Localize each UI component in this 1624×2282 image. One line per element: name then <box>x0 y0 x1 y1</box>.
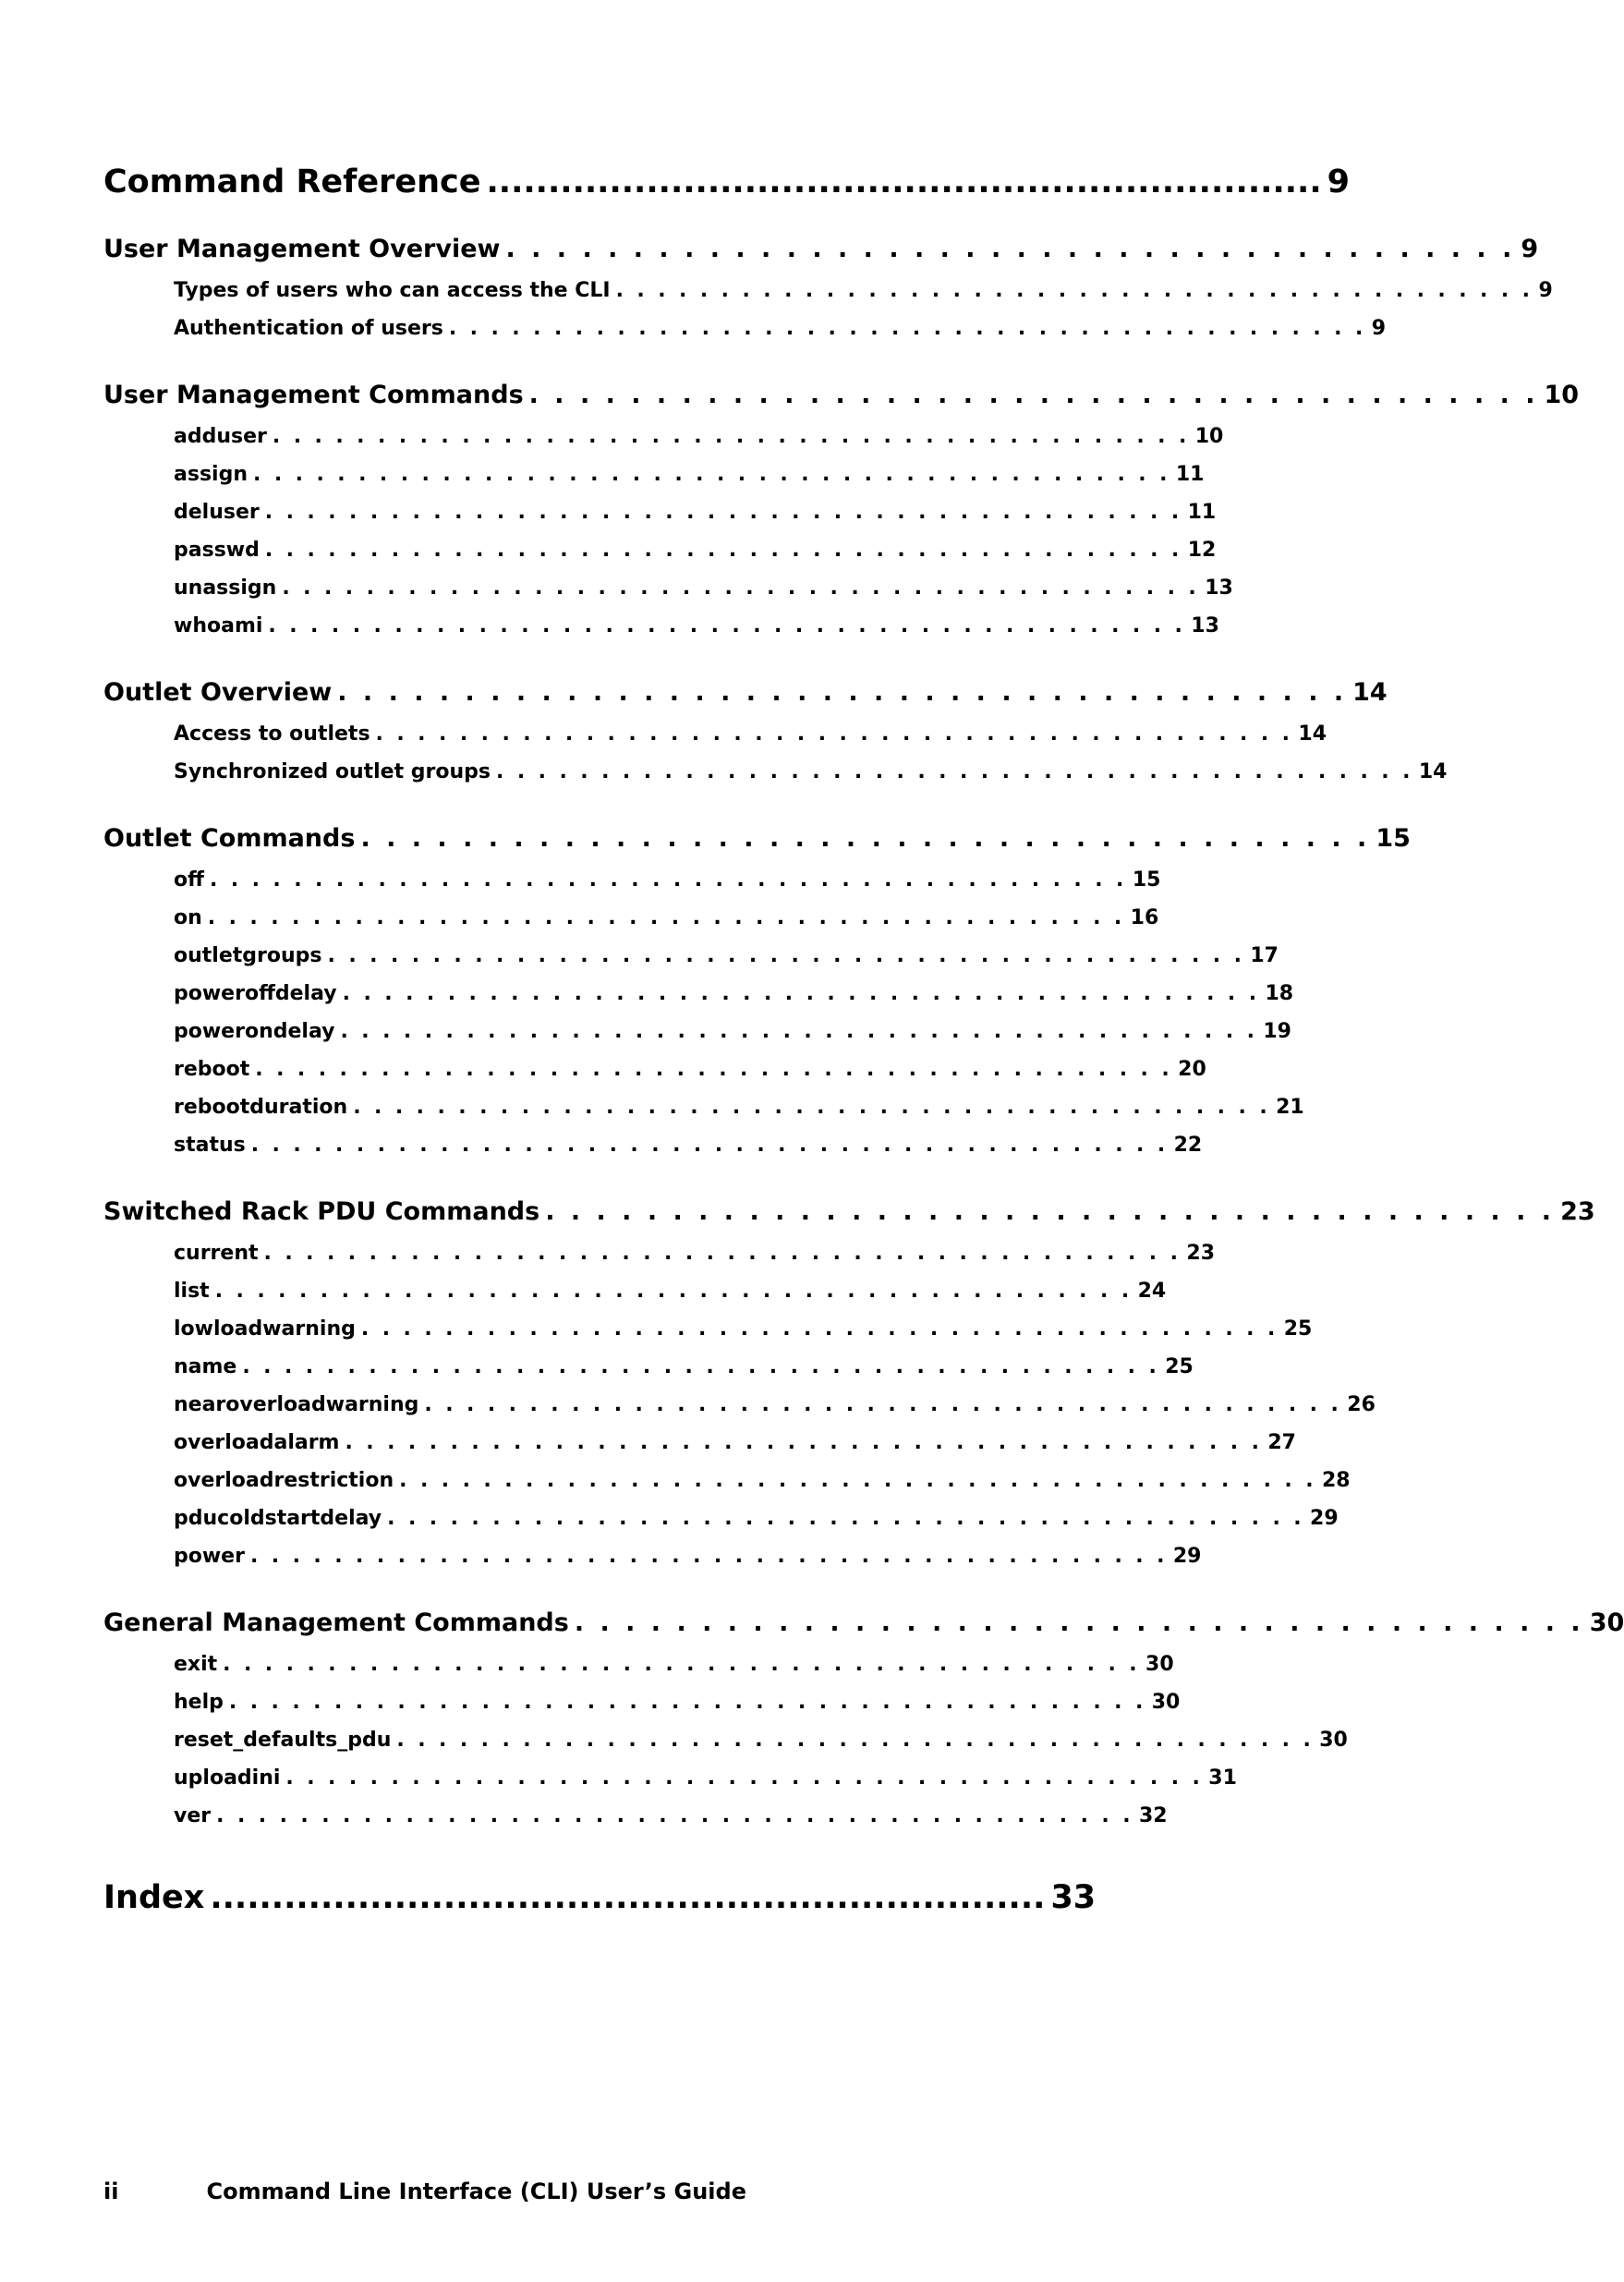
leader-dots: . . . . . . . . . . . . . . . . . . . . . . . . . . . . . . . . . . . . . . . . . . . . <box>214 1280 1133 1303</box>
entry-title: uploadini <box>174 1766 281 1790</box>
entry-page: 9 <box>1538 279 1553 302</box>
entry-page: 25 <box>1165 1355 1194 1378</box>
entry-page: 19 <box>1263 1020 1291 1043</box>
entry-title: list <box>174 1280 210 1303</box>
chapter-page: 9 <box>1327 164 1350 200</box>
entry-page: 23 <box>1186 1242 1216 1265</box>
table-of-contents <box>103 157 1624 1924</box>
section-page: 15 <box>1376 824 1411 853</box>
entry-page: 30 <box>1151 1691 1181 1714</box>
leader-dots: . . . . . . . . . . . . . . . . . . . . . . . . . . . . . . . . . . . . . . . . . . . . <box>387 1507 1305 1530</box>
leader-dots: . . . . . . . . . . . . . . . . . . . . . . . . . . . . . . . . . . . . . . . . . . . . <box>263 1242 1182 1265</box>
leader-dots: . . . . . . . . . . . . . . . . . . . . . . . . . . . . . . . . . . . . . . . . . . . . <box>264 501 1182 524</box>
entry-page: 13 <box>1191 614 1219 637</box>
entry-title: name <box>174 1355 237 1378</box>
toc-entry[interactable] <box>174 1050 1206 1088</box>
entry-page: 30 <box>1145 1653 1174 1676</box>
leader-dots: . . . . . . . . . . . . . . . . . . . . . . . . . . . . . . . . . . . . . . . . . . . . <box>342 982 1260 1005</box>
toc-entry[interactable] <box>174 1683 1181 1721</box>
chapter-title: Command Reference <box>103 164 481 200</box>
section-heading[interactable] <box>103 671 1388 715</box>
section-title: Switched Rack PDU Commands <box>103 1197 540 1226</box>
entry-title: overloadalarm <box>174 1431 340 1454</box>
entry-page: 13 <box>1205 577 1233 600</box>
section-heading[interactable] <box>103 227 1539 272</box>
toc-entry[interactable] <box>174 975 1294 1013</box>
entry-page: 24 <box>1137 1280 1167 1303</box>
leader-dots: . . . . . . . . . . . . . . . . . . . . . . . . . . . . . . . . . . . . . . . . . . . . <box>272 425 1190 448</box>
toc-entry[interactable] <box>174 531 1217 569</box>
section-heading[interactable] <box>103 817 1411 861</box>
toc-entry[interactable] <box>174 1348 1194 1386</box>
entry-page: 28 <box>1322 1469 1351 1492</box>
entry-page: 22 <box>1173 1134 1203 1157</box>
entry-page: 29 <box>1172 1545 1202 1568</box>
entry-title: Types of users who can access the CLI <box>174 279 611 302</box>
leader-dots: . . . . . . . . . . . . . . . . . . . . . . . . . . . . . . . . . . . . . . . . . . . . <box>375 722 1293 746</box>
entry-title: deluser <box>174 501 260 524</box>
section-outlet-commands <box>103 817 1411 1164</box>
footer-page-number: ii <box>103 2179 119 2204</box>
toc-entry[interactable] <box>174 310 1387 347</box>
toc-entry[interactable] <box>174 1272 1167 1310</box>
toc-entry[interactable] <box>174 1721 1348 1759</box>
section-heading[interactable] <box>103 1190 1595 1234</box>
leader-dots: . . . . . . . . . . . . . . . . . . . . . . . . . . . . . . . . . . . . . . . . . . . . <box>216 1804 1133 1827</box>
leader-dots: . . . . . . . . . . . . . . . . . . . . . . . . . . . . . . . . . . . . . . . . . . . . <box>255 1058 1173 1081</box>
leader-dots: . . . . . . . . . . . . . . . . . . . . . . . . . . . . . . . . . . . . . . . . . . . . <box>253 463 1170 486</box>
entry-title: assign <box>174 463 248 486</box>
section-title: General Management Commands <box>103 1608 569 1637</box>
entry-page: 32 <box>1139 1804 1168 1827</box>
leader-dots: . . . . . . . . . . . . . . . . . . . . . . . . . . . . . . . . . . . . . . . . . . . . <box>209 868 1127 892</box>
toc-entry[interactable] <box>174 715 1327 753</box>
section-title: Outlet Commands <box>103 824 356 853</box>
leader-dots: . . . . . . . . . . . . . . . . . . . . . . . . . . . . . . . . . . . . . . . . . . . . <box>268 614 1186 637</box>
leader-dots: . . . . . . . . . . . . . . . . . . . . . . . . . . . . . . . . . . . . . . . . . . . . <box>360 1317 1279 1341</box>
entry-title: passwd <box>174 539 260 562</box>
entry-page: 27 <box>1267 1431 1296 1454</box>
entry-page: 31 <box>1208 1766 1237 1790</box>
leader-dots: . . . . . . . . . . . . . . . . . . . . . . . . . . . . . . . . . . . . . . . . . . . . <box>399 1469 1316 1492</box>
leader-dots: . . . . . . . . . . . . . . . . . . . . . . . . . . . . . . . . . . . . . . . . . . . . <box>424 1393 1342 1416</box>
leader-dots: . . . . . . . . . . . . . . . . . . . . . . . . . . . . . . . . . . . . . . . . <box>574 1608 1584 1637</box>
entry-title: ver <box>174 1804 212 1827</box>
section-heading[interactable] <box>103 1601 1624 1645</box>
section-page: 10 <box>1544 381 1580 409</box>
leader-dots: . . . . . . . . . . . . . . . . . . . . . . . . . . . . . . . . . . . . . . . . . . . . <box>327 944 1245 967</box>
leader-dots: . . . . . . . . . . . . . . . . . . . . . . . . . . . . . . . . . . . . . . . . <box>505 235 1516 263</box>
section-switched-rack-pdu-commands <box>103 1190 1595 1575</box>
entry-title: powerondelay <box>174 1020 335 1043</box>
leader-dots: . . . . . . . . . . . . . . . . . . . . . . . . . . . . . . . . . . . . . . . . . . . . <box>353 1096 1271 1119</box>
section-user-management-commands <box>103 373 1580 645</box>
section-outlet-overview <box>103 671 1448 791</box>
entry-page: 30 <box>1319 1729 1348 1752</box>
footer-guide-title: Command Line Interface (CLI) User’s Guide <box>206 2179 746 2204</box>
toc-entry[interactable] <box>174 569 1233 607</box>
entry-page: 17 <box>1250 944 1279 967</box>
entry-page: 25 <box>1283 1317 1313 1341</box>
entry-title: exit <box>174 1653 218 1676</box>
entry-title: Access to outlets <box>174 722 370 746</box>
leader-dots: . . . . . . . . . . . . . . . . . . . . . . . . . . . . . . . . . . . . . . . . . . . . <box>264 539 1182 562</box>
entry-page: 14 <box>1298 722 1327 746</box>
toc-entry[interactable] <box>174 1797 1168 1835</box>
chapter-page: 33 <box>1050 1879 1097 1916</box>
entry-page: 11 <box>1175 463 1205 486</box>
toc-entry[interactable] <box>174 1088 1304 1126</box>
toc-entry[interactable] <box>174 937 1279 975</box>
toc-entry[interactable] <box>174 1537 1202 1575</box>
entry-title: current <box>174 1242 259 1265</box>
toc-entry[interactable] <box>174 1126 1203 1164</box>
entry-title: on <box>174 906 202 929</box>
entry-page: 18 <box>1265 982 1294 1005</box>
entry-title: rebootduration <box>174 1096 348 1119</box>
toc-entry[interactable] <box>174 1234 1216 1272</box>
entry-title: poweroffdelay <box>174 982 337 1005</box>
section-title: Outlet Overview <box>103 678 333 707</box>
entry-title: reset_defaults_pdu <box>174 1729 392 1752</box>
leader-dots: . . . . . . . . . . . . . . . . . . . . . . . . . . . . . . . . . . . . . . . . <box>337 678 1348 707</box>
leader-dots: .................................................................... <box>210 1879 1046 1916</box>
leader-dots: . . . . . . . . . . . . . . . . . . . . . . . . . . . . . . . . . . . . . . . . . . . . <box>285 1766 1204 1790</box>
section-heading[interactable] <box>103 373 1580 418</box>
toc-entry[interactable] <box>174 272 1553 310</box>
section-title: User Management Overview <box>103 235 501 263</box>
toc-entry[interactable] <box>174 607 1219 645</box>
chapter-title: Index <box>103 1879 205 1916</box>
toc-entry[interactable] <box>174 455 1205 493</box>
entry-title: outletgroups <box>174 944 322 967</box>
entry-page: 15 <box>1132 868 1161 892</box>
entry-page: 14 <box>1418 760 1448 783</box>
section-page: 30 <box>1589 1608 1624 1637</box>
entry-page: 29 <box>1310 1507 1339 1530</box>
leader-dots: .................................................................... <box>486 164 1322 200</box>
entry-title: help <box>174 1691 224 1714</box>
leader-dots: . . . . . . . . . . . . . . . . . . . . . . . . . . . . . . . . . . . . . . . . <box>360 824 1371 853</box>
toc-entry[interactable] <box>174 493 1217 531</box>
leader-dots: . . . . . . . . . . . . . . . . . . . . . . . . . . . . . . . . . . . . . . . . . . . . <box>448 317 1366 340</box>
entry-title: off <box>174 868 204 892</box>
section-title: User Management Commands <box>103 381 524 409</box>
toc-entry[interactable] <box>174 861 1161 899</box>
entry-title: whoami <box>174 614 263 637</box>
toc-entry[interactable] <box>174 418 1224 455</box>
section-page: 9 <box>1521 235 1539 263</box>
entry-page: 16 <box>1130 906 1159 929</box>
toc-entry[interactable] <box>174 1424 1296 1462</box>
entry-title: overloadrestriction <box>174 1469 394 1492</box>
entry-title: lowloadwarning <box>174 1317 356 1341</box>
leader-dots: . . . . . . . . . . . . . . . . . . . . . . . . . . . . . . . . . . . . . . . . <box>528 381 1539 409</box>
leader-dots: . . . . . . . . . . . . . . . . . . . . . . . . . . . . . . . . . . . . . . . . . . . . <box>496 760 1413 783</box>
toc-entry[interactable] <box>174 753 1448 791</box>
toc-entry[interactable] <box>174 1645 1174 1683</box>
page-footer <box>103 2179 746 2204</box>
chapter-index[interactable] <box>103 1872 1097 1924</box>
entry-title: power <box>174 1545 245 1568</box>
toc-entry[interactable] <box>174 899 1159 937</box>
leader-dots: . . . . . . . . . . . . . . . . . . . . . . . . . . . . . . . . . . . . . . . . . . . . <box>228 1691 1146 1714</box>
toc-entry[interactable] <box>174 1386 1376 1424</box>
chapter-command-reference[interactable] <box>103 157 1350 207</box>
section-general-management-commands <box>103 1601 1624 1835</box>
entry-page: 9 <box>1371 317 1387 340</box>
section-page: 14 <box>1352 678 1388 707</box>
entry-title: status <box>174 1134 246 1157</box>
leader-dots: . . . . . . . . . . . . . . . . . . . . . . . . . . . . . . . . . . . . . . . . . . . . <box>282 577 1200 600</box>
leader-dots: . . . . . . . . . . . . . . . . . . . . . . . . . . . . . . . . . . . . . . . . . . . . <box>249 1545 1168 1568</box>
entry-title: Synchronized outlet groups <box>174 760 491 783</box>
entry-title: Authentication of users <box>174 317 443 340</box>
leader-dots: . . . . . . . . . . . . . . . . . . . . . . . . . . . . . . . . . . . . . . . . <box>545 1197 1556 1226</box>
leader-dots: . . . . . . . . . . . . . . . . . . . . . . . . . . . . . . . . . . . . . . . . . . . . <box>615 279 1533 302</box>
toc-entry[interactable] <box>174 1759 1237 1797</box>
toc-entry[interactable] <box>174 1013 1291 1050</box>
toc-entry[interactable] <box>174 1499 1339 1537</box>
section-user-management-overview <box>103 227 1553 347</box>
leader-dots: . . . . . . . . . . . . . . . . . . . . . . . . . . . . . . . . . . . . . . . . . . . . <box>345 1431 1263 1454</box>
leader-dots: . . . . . . . . . . . . . . . . . . . . . . . . . . . . . . . . . . . . . . . . . . . . <box>242 1355 1160 1378</box>
leader-dots: . . . . . . . . . . . . . . . . . . . . . . . . . . . . . . . . . . . . . . . . . . . . <box>250 1134 1169 1157</box>
leader-dots: . . . . . . . . . . . . . . . . . . . . . . . . . . . . . . . . . . . . . . . . . . . . <box>223 1653 1141 1676</box>
entry-title: adduser <box>174 425 267 448</box>
entry-page: 12 <box>1187 539 1217 562</box>
entry-title: unassign <box>174 577 277 600</box>
entry-page: 20 <box>1178 1058 1206 1081</box>
entry-page: 10 <box>1194 425 1224 448</box>
entry-page: 26 <box>1347 1393 1376 1416</box>
toc-entry[interactable] <box>174 1462 1351 1499</box>
entry-title: pducoldstartdelay <box>174 1507 382 1530</box>
entry-title: nearoverloadwarning <box>174 1393 419 1416</box>
toc-entry[interactable] <box>174 1310 1313 1348</box>
entry-page: 21 <box>1276 1096 1304 1119</box>
leader-dots: . . . . . . . . . . . . . . . . . . . . . . . . . . . . . . . . . . . . . . . . . . . . <box>396 1729 1315 1752</box>
entry-page: 11 <box>1187 501 1217 524</box>
section-page: 23 <box>1560 1197 1595 1226</box>
leader-dots: . . . . . . . . . . . . . . . . . . . . . . . . . . . . . . . . . . . . . . . . . . . . <box>207 906 1125 929</box>
leader-dots: . . . . . . . . . . . . . . . . . . . . . . . . . . . . . . . . . . . . . . . . . . . . <box>340 1020 1258 1043</box>
entry-title: reboot <box>174 1058 250 1081</box>
